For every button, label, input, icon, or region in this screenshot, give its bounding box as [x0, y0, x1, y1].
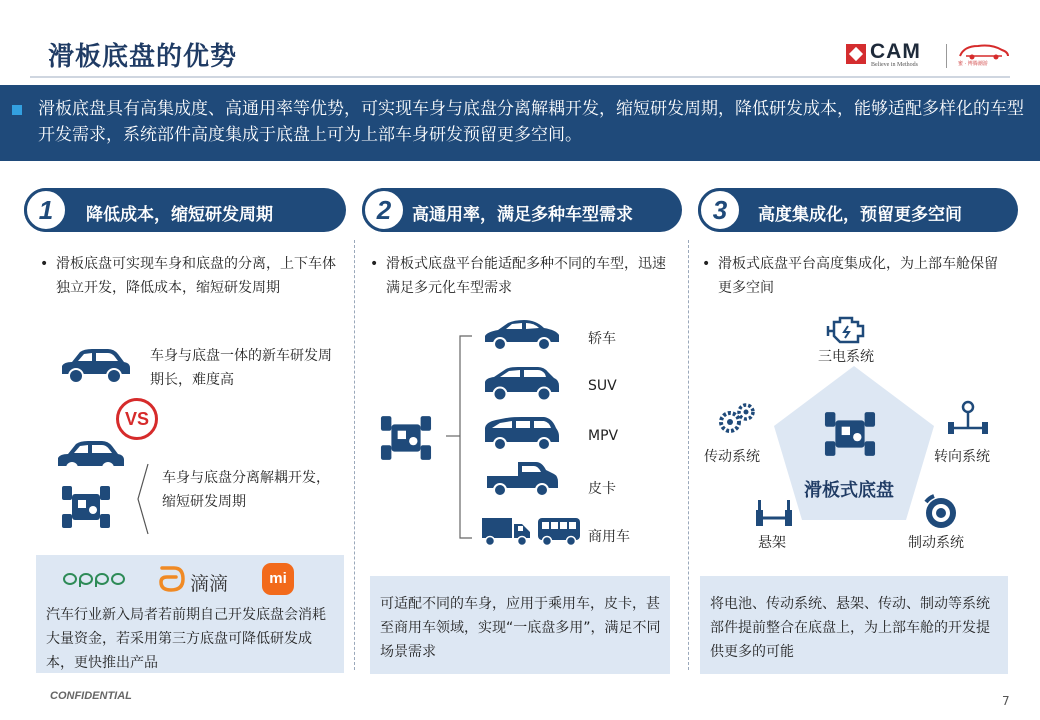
sedan-icon [58, 346, 132, 386]
section-2-header [362, 188, 682, 232]
section-1-heading: 降低成本，缩短研发周期 [86, 205, 273, 225]
confidential-label: CONFIDENTIAL [50, 690, 132, 702]
banner-text: 滑板底盘具有高集成度、高通用率等优势，可实现车身与底盘分离解耦开发，缩短研发周期，降低研发成本，能够适配多样化的车型开发需求，系统部件高度集成于底盘上可为上部车身研发预留更多空间。 [38, 99, 1024, 145]
cam-logo-tagline: Believe in Methods [871, 62, 918, 68]
bracket-icon [136, 462, 150, 536]
logo-separator [946, 44, 947, 68]
skateboard-chassis-icon [60, 484, 112, 530]
xiaomi-logo-icon: mi [262, 563, 294, 595]
car-body-icon [56, 440, 126, 476]
system-label-transmission: 传动系统 [704, 449, 760, 465]
vehicle-label-suv: SUV [588, 378, 617, 394]
section-1-header [24, 188, 346, 232]
section-3-heading: 高度集成化，预留更多空间 [758, 205, 962, 225]
vehicle-label-pickup: 皮卡 [588, 481, 616, 497]
skateboard-chassis-icon [822, 410, 878, 458]
section-3-header [698, 188, 1018, 232]
section-3-note-text: 将电池、传动系统、悬架、传动、制动等系统部件提前整合在底盘上，为上部车舱的开发提供更多的可能 [710, 596, 990, 660]
section-2-heading: 高通用率，满足多种车型需求 [412, 205, 633, 225]
system-label-brake: 制动系统 [908, 535, 964, 551]
section-1-number: 1 [24, 188, 68, 232]
cam-logo-text: CAM [870, 40, 921, 63]
vs-badge: VS [116, 398, 158, 440]
skateboard-chassis-icon [378, 414, 434, 462]
compare-integrated-text: 车身与底盘一体的新车研发周期长，难度高 [150, 348, 332, 388]
oppo-logo-icon [62, 571, 142, 587]
suv-icon [482, 366, 562, 402]
section-1-bullet: • 滑板底盘可实现车身和底盘的分离，上下车体独立开发，降低成本，缩短研发周期 [56, 252, 338, 300]
suspension-icon [754, 498, 794, 532]
section-3-note-box [700, 576, 1008, 674]
section-1-note-box [36, 555, 344, 673]
page-number: 7 [1002, 694, 1010, 708]
sedan-icon [482, 318, 562, 352]
bus-icon [536, 516, 582, 548]
didi-logo-text: 滴滴 [190, 573, 229, 595]
section-2-note-text: 可适配不同的车身，应用于乘用车，皮卡，甚至商用车领域，实现“一底盘多用”，满足不同场景需求 [380, 596, 661, 660]
pentagon-center-label: 滑板式底盘 [804, 480, 894, 501]
section-2-number: 2 [362, 188, 406, 232]
summary-banner [0, 85, 1040, 161]
mpv-icon [482, 416, 562, 452]
didi-logo-icon [156, 565, 186, 593]
car-outline-logo-icon [956, 40, 1012, 62]
gears-icon [716, 402, 756, 436]
column-divider [688, 240, 689, 670]
system-label-suspension: 悬架 [758, 535, 786, 551]
steering-icon [946, 400, 990, 440]
vehicle-bracket-icon [444, 332, 474, 542]
section-1-note-text: 汽车行业新入局者若前期自己开发底盘会消耗大量资金，若采用第三方底盘可降低研发成本，更快推出产品 [46, 607, 326, 671]
cam-logo-mark-icon [846, 44, 866, 64]
title-underline [30, 76, 1010, 78]
system-label-powertrain: 三电系统 [818, 349, 874, 365]
section-2-bullet: • 滑板式底盘平台能适配多种不同的车型，迅速满足多元化车型需求 [386, 252, 676, 300]
vehicle-label-commercial: 商用车 [588, 529, 630, 545]
section-2-note-box [370, 576, 670, 674]
car-logo-tagline: 蜜 · 博腾潮游 [958, 61, 988, 67]
system-label-steering: 转向系统 [934, 449, 990, 465]
compare-decoupled-text: 车身与底盘分离解耦开发，缩短研发周期 [162, 470, 330, 510]
section-3-number: 3 [698, 188, 742, 232]
page-title: 滑板底盘的优势 [48, 42, 238, 72]
engine-icon [826, 312, 866, 346]
column-divider [354, 240, 355, 670]
section-3-bullet: • 滑板式底盘平台高度集成化，为上部车舱保留更多空间 [718, 252, 1008, 300]
banner-bullet-icon [12, 105, 22, 115]
pickup-icon [484, 460, 560, 498]
truck-icon [480, 516, 532, 548]
cam-logo [846, 40, 940, 68]
brake-disc-icon [922, 494, 960, 532]
vehicle-label-sedan: 轿车 [588, 331, 616, 347]
car-brand-logo [956, 40, 1012, 68]
vehicle-label-mpv: MPV [588, 428, 619, 444]
